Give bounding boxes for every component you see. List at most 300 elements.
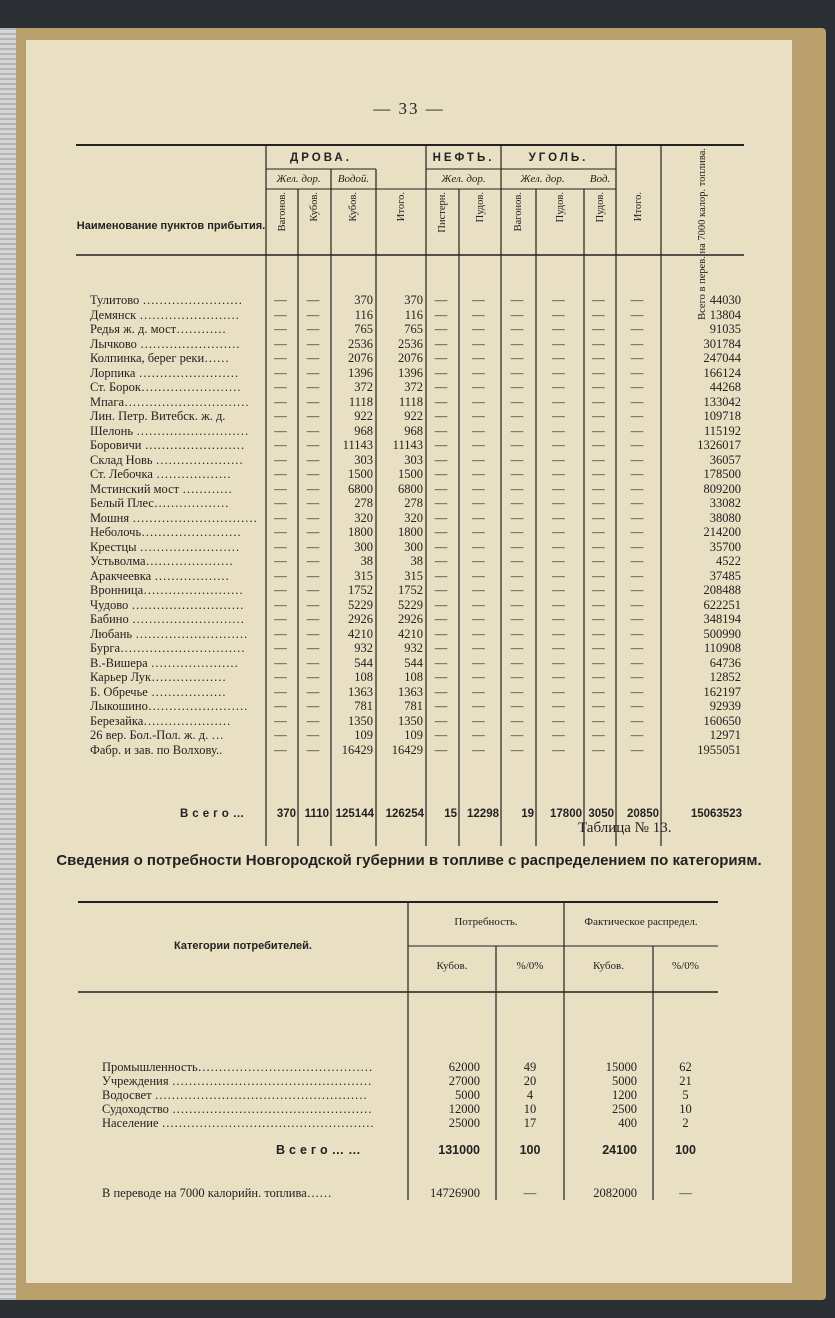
column-header-label: Пудов.: [474, 192, 486, 223]
empty-cell: —: [592, 322, 605, 336]
empty-cell: —: [552, 394, 565, 409]
value-cell: 108: [354, 670, 373, 684]
value-cell: 17: [523, 1116, 537, 1130]
empty-cell: —: [472, 641, 485, 655]
sub-coal-rail: Жел. дор.: [520, 173, 565, 185]
empty-cell: —: [630, 583, 644, 597]
value-cell: —: [523, 1186, 537, 1200]
value-cell: 2: [682, 1116, 689, 1130]
empty-cell: —: [592, 684, 605, 699]
empty-cell: —: [472, 322, 485, 336]
empty-cell: —: [274, 496, 287, 510]
group-need: Потребность.: [454, 916, 518, 928]
table-row: [76, 511, 744, 525]
station-name: Ст. Лебочка ………………: [90, 467, 232, 481]
empty-cell: —: [434, 365, 448, 380]
total-value: 15: [444, 808, 457, 820]
empty-cell: —: [510, 351, 524, 365]
empty-cell: —: [472, 336, 485, 351]
table-row: [76, 627, 744, 641]
empty-cell: —: [306, 641, 320, 655]
empty-cell: —: [274, 655, 287, 670]
empty-cell: —: [434, 380, 448, 394]
empty-cell: —: [434, 539, 448, 554]
empty-cell: —: [510, 713, 524, 728]
empty-cell: —: [434, 684, 448, 699]
empty-cell: —: [552, 670, 565, 684]
empty-cell: —: [630, 684, 644, 699]
empty-cell: —: [274, 510, 287, 525]
sub-wood-rail: Жел. дор.: [276, 173, 321, 185]
column-header-label: Вагонов.: [276, 192, 288, 232]
total-label: Всего…: [180, 808, 249, 820]
category-name: Всего……: [276, 1143, 365, 1157]
empty-cell: —: [630, 336, 644, 351]
empty-cell: —: [592, 597, 605, 612]
empty-cell: —: [434, 307, 448, 322]
empty-cell: —: [306, 525, 320, 539]
empty-cell: —: [274, 684, 287, 699]
empty-cell: —: [434, 612, 448, 626]
value-cell: 1396: [348, 365, 373, 380]
empty-cell: —: [552, 423, 565, 438]
empty-cell: —: [510, 670, 524, 684]
value-cell: 116: [404, 307, 423, 322]
empty-cell: —: [552, 380, 565, 394]
table-row: [76, 366, 744, 380]
total-value: 125144: [335, 808, 374, 820]
value-cell: 932: [354, 641, 373, 655]
empty-cell: —: [592, 641, 605, 655]
empty-cell: —: [510, 496, 524, 510]
empty-cell: —: [510, 568, 524, 583]
station-name: Белый Плес………………: [90, 496, 229, 510]
empty-cell: —: [434, 568, 448, 583]
empty-cell: —: [510, 699, 524, 713]
value-cell: 1955051: [697, 742, 741, 757]
conversion-row: [78, 1186, 718, 1200]
empty-cell: —: [630, 496, 644, 510]
value-cell: 315: [404, 568, 423, 583]
empty-cell: —: [630, 380, 644, 394]
table-row: [76, 467, 744, 481]
empty-cell: —: [510, 307, 524, 322]
empty-cell: —: [630, 467, 644, 481]
empty-cell: —: [510, 641, 524, 655]
group-coal: УГОЛЬ.: [528, 152, 589, 164]
value-cell: 500990: [703, 626, 741, 641]
empty-cell: —: [472, 728, 485, 742]
value-cell: 278: [354, 496, 373, 510]
column-header: Кубов.: [436, 960, 468, 972]
empty-cell: —: [472, 438, 485, 452]
value-cell: 1363: [398, 684, 423, 699]
value-cell: 91035: [709, 322, 741, 336]
table-row: [76, 540, 744, 554]
empty-cell: —: [592, 554, 605, 568]
empty-cell: —: [592, 583, 605, 597]
value-cell: 131000: [438, 1143, 480, 1157]
empty-cell: —: [472, 583, 485, 597]
empty-cell: —: [274, 438, 287, 452]
empty-cell: —: [510, 409, 524, 423]
empty-cell: —: [510, 322, 524, 336]
value-cell: 62000: [448, 1060, 480, 1074]
empty-cell: —: [630, 293, 644, 307]
table-row: [76, 714, 744, 728]
empty-cell: —: [472, 307, 485, 322]
table-row: [76, 395, 744, 409]
empty-cell: —: [434, 510, 448, 525]
station-name: Фабр. и зав. по Волхову..: [90, 742, 223, 757]
column-header-label: Всего в перев. на 7000 калор. топлива.: [697, 148, 708, 320]
value-cell: 44268: [709, 380, 741, 394]
value-cell: 2536: [348, 336, 373, 351]
empty-cell: —: [592, 365, 605, 380]
empty-cell: —: [274, 626, 287, 641]
empty-cell: —: [592, 293, 605, 307]
empty-cell: —: [472, 452, 485, 467]
empty-cell: —: [274, 554, 287, 568]
empty-cell: —: [630, 525, 644, 539]
category-name: Водосвет ……………………………………………: [102, 1088, 368, 1102]
empty-cell: —: [306, 597, 320, 612]
value-cell: 5000: [455, 1088, 480, 1102]
value-cell: 400: [618, 1116, 637, 1130]
empty-cell: —: [306, 380, 320, 394]
empty-cell: —: [274, 713, 287, 728]
empty-cell: —: [592, 307, 605, 322]
empty-cell: —: [510, 336, 524, 351]
value-cell: 370: [354, 293, 373, 307]
table-row: [76, 438, 744, 452]
value-cell: 20: [523, 1074, 537, 1088]
column-header: [426, 192, 459, 250]
station-name: Тулитово ……………………: [90, 293, 243, 307]
empty-cell: —: [592, 394, 605, 409]
column-header: [536, 192, 584, 250]
table-row: [76, 409, 744, 423]
total-value: 17800: [550, 808, 582, 820]
empty-cell: —: [630, 351, 644, 365]
value-cell: 37485: [709, 568, 741, 583]
empty-cell: —: [552, 713, 565, 728]
value-cell: 12000: [448, 1102, 480, 1116]
empty-cell: —: [472, 467, 485, 481]
empty-cell: —: [510, 626, 524, 641]
empty-cell: —: [306, 293, 320, 307]
column-header: [266, 192, 298, 250]
column-header: [584, 192, 616, 250]
empty-cell: —: [592, 670, 605, 684]
sub-oil-rail: Жел. дор.: [441, 173, 486, 185]
empty-cell: —: [592, 336, 605, 351]
empty-cell: —: [630, 670, 644, 684]
value-cell: 2076: [398, 351, 423, 365]
table-row: [76, 728, 744, 742]
empty-cell: —: [552, 496, 565, 510]
column-header-label: Кубов.: [348, 192, 359, 222]
value-cell: 62: [679, 1060, 692, 1074]
empty-cell: —: [274, 351, 287, 365]
value-cell: 1500: [348, 467, 373, 481]
value-cell: 320: [404, 510, 423, 525]
empty-cell: —: [274, 481, 287, 496]
value-cell: 968: [404, 423, 423, 438]
station-name: Ст. Борок……………………: [90, 380, 241, 394]
empty-cell: —: [552, 452, 565, 467]
value-cell: 100: [675, 1143, 696, 1157]
empty-cell: —: [434, 423, 448, 438]
station-name: Редья ж. д. мост…………: [90, 322, 227, 336]
total-value: 19: [521, 808, 534, 820]
value-cell: 781: [354, 699, 373, 713]
empty-cell: —: [630, 568, 644, 583]
table-row: [76, 453, 744, 467]
empty-cell: —: [552, 699, 565, 713]
category-name: Население ……………………………………………: [102, 1116, 375, 1130]
empty-cell: —: [434, 554, 448, 568]
column-header-label: Итого.: [633, 192, 644, 222]
empty-cell: —: [552, 351, 565, 365]
value-cell: 544: [404, 655, 423, 670]
empty-cell: —: [630, 728, 644, 742]
value-cell: 372: [404, 380, 423, 394]
empty-cell: —: [510, 452, 524, 467]
table-row: [76, 685, 744, 699]
empty-cell: —: [630, 452, 644, 467]
empty-cell: —: [306, 394, 320, 409]
empty-cell: —: [630, 612, 644, 626]
empty-cell: —: [510, 684, 524, 699]
empty-cell: —: [434, 293, 448, 307]
header-category: Категории потребителей.: [174, 940, 312, 952]
empty-cell: —: [274, 380, 287, 394]
header-station-name: Наименование пунктов прибытия.: [76, 220, 266, 232]
empty-cell: —: [434, 322, 448, 336]
section-title: Сведения о потребности Новгородской губернии в топливе с распределением по категориям.: [56, 852, 762, 869]
value-cell: 64736: [709, 655, 741, 670]
empty-cell: —: [630, 742, 644, 757]
empty-cell: —: [510, 525, 524, 539]
value-cell: 100: [519, 1143, 541, 1157]
empty-cell: —: [552, 467, 565, 481]
empty-cell: —: [306, 554, 320, 568]
empty-cell: —: [552, 438, 565, 452]
value-cell: 110908: [703, 641, 741, 655]
value-cell: 33082: [709, 496, 741, 510]
value-cell: 4522: [716, 554, 741, 568]
empty-cell: —: [552, 597, 565, 612]
empty-cell: —: [306, 365, 320, 380]
empty-cell: —: [630, 539, 644, 554]
station-name: Бурга…………………………: [90, 641, 246, 655]
fuel-arrivals-table: [76, 144, 744, 846]
value-cell: 247044: [703, 351, 741, 365]
empty-cell: —: [434, 409, 448, 423]
empty-cell: —: [306, 510, 320, 525]
value-cell: 214200: [703, 525, 741, 539]
table-row: [76, 583, 744, 597]
page-number: — 33 —: [373, 99, 445, 118]
empty-cell: —: [630, 713, 644, 728]
category-name: Учреждения …………………………………………: [102, 1074, 372, 1088]
empty-cell: —: [630, 554, 644, 568]
empty-cell: —: [274, 742, 287, 757]
document-page: [26, 40, 792, 1283]
empty-cell: —: [306, 336, 320, 351]
table-row: [76, 482, 744, 496]
value-cell: 4210: [348, 626, 373, 641]
empty-cell: —: [510, 583, 524, 597]
value-cell: 109: [354, 728, 373, 742]
empty-cell: —: [552, 568, 565, 583]
empty-cell: —: [630, 481, 644, 496]
value-cell: 5: [682, 1088, 689, 1102]
empty-cell: —: [434, 336, 448, 351]
empty-cell: —: [274, 365, 287, 380]
empty-cell: —: [306, 409, 320, 423]
empty-cell: —: [472, 510, 485, 525]
empty-cell: —: [306, 322, 320, 336]
book-spine: [0, 28, 16, 1300]
empty-cell: —: [274, 699, 287, 713]
empty-cell: —: [434, 655, 448, 670]
empty-cell: —: [510, 655, 524, 670]
empty-cell: —: [510, 539, 524, 554]
station-name: Неболочь……………………: [90, 525, 242, 539]
empty-cell: —: [274, 293, 287, 307]
station-name: Б. Обречье ………………: [90, 684, 226, 699]
empty-cell: —: [552, 742, 565, 757]
value-cell: 12971: [709, 728, 741, 742]
station-name: Карьер Лук………………: [90, 670, 227, 684]
empty-cell: —: [552, 684, 565, 699]
column-header-label: Вагонов.: [513, 192, 524, 232]
value-cell: 160650: [703, 713, 741, 728]
value-cell: 116: [354, 307, 373, 322]
table-row: [76, 656, 744, 670]
empty-cell: —: [306, 438, 320, 452]
empty-cell: —: [274, 307, 287, 322]
value-cell: 10: [679, 1102, 692, 1116]
value-cell: 622251: [703, 597, 741, 612]
empty-cell: —: [592, 728, 605, 742]
value-cell: 208488: [703, 583, 741, 597]
value-cell: 922: [354, 409, 373, 423]
table-row: [78, 1074, 718, 1088]
empty-cell: —: [306, 728, 320, 742]
table-row: [78, 1088, 718, 1102]
empty-cell: —: [592, 699, 605, 713]
value-cell: 166124: [703, 365, 741, 380]
value-cell: 15000: [605, 1060, 637, 1074]
empty-cell: —: [552, 641, 565, 655]
value-cell: 5229: [348, 597, 373, 612]
empty-cell: —: [592, 742, 605, 757]
empty-cell: —: [274, 467, 287, 481]
value-cell: 10: [523, 1102, 537, 1116]
value-cell: 25000: [448, 1116, 480, 1130]
empty-cell: —: [306, 583, 320, 597]
empty-cell: —: [630, 409, 644, 423]
empty-cell: —: [510, 612, 524, 626]
empty-cell: —: [630, 394, 644, 409]
empty-cell: —: [472, 365, 485, 380]
empty-cell: —: [434, 670, 448, 684]
value-cell: 115192: [703, 423, 741, 438]
empty-cell: —: [630, 322, 644, 336]
value-cell: 372: [354, 380, 373, 394]
empty-cell: —: [552, 728, 565, 742]
value-cell: 781: [404, 699, 423, 713]
station-name: Шелонь ………………………: [90, 423, 249, 438]
table-row: [78, 1060, 718, 1074]
empty-cell: —: [552, 336, 565, 351]
total-value: 126254: [385, 808, 424, 820]
value-cell: 6800: [398, 481, 423, 496]
empty-cell: —: [510, 481, 524, 496]
sub-wood-water: Водой.: [337, 173, 370, 185]
value-cell: 2536: [398, 336, 423, 351]
group-actual: Фактическое распредел.: [584, 916, 698, 928]
empty-cell: —: [592, 423, 605, 438]
column-header-label: Итого.: [395, 192, 407, 222]
empty-cell: —: [592, 481, 605, 496]
value-cell: 2082000: [593, 1186, 637, 1200]
column-header: %/0%: [516, 960, 544, 972]
value-cell: 1396: [398, 365, 423, 380]
value-cell: 301784: [703, 336, 741, 351]
empty-cell: —: [274, 670, 287, 684]
station-name: Бабино ………………………: [90, 612, 245, 626]
table-row: [76, 351, 744, 365]
empty-cell: —: [306, 307, 320, 322]
value-cell: 36057: [709, 452, 741, 467]
value-cell: 109718: [703, 409, 741, 423]
empty-cell: —: [434, 742, 448, 757]
value-cell: 1350: [348, 713, 373, 728]
empty-cell: —: [306, 742, 320, 757]
table-row: [76, 525, 744, 539]
column-header-label: Пудов.: [594, 192, 606, 223]
table-row: [78, 1116, 718, 1130]
empty-cell: —: [510, 438, 524, 452]
value-cell: 4210: [398, 626, 423, 641]
empty-cell: —: [306, 539, 320, 554]
value-cell: 1752: [348, 583, 373, 597]
empty-cell: —: [306, 713, 320, 728]
value-cell: 2076: [348, 351, 373, 365]
value-cell: 21: [679, 1074, 692, 1088]
empty-cell: —: [592, 380, 605, 394]
empty-cell: —: [592, 467, 605, 481]
value-cell: 315: [354, 568, 373, 583]
empty-cell: —: [510, 365, 524, 380]
station-name: Колпинка, берег реки……: [90, 351, 230, 365]
empty-cell: —: [306, 699, 320, 713]
value-cell: 370: [404, 293, 423, 307]
value-cell: 303: [354, 452, 373, 467]
empty-cell: —: [552, 626, 565, 641]
empty-cell: —: [274, 409, 287, 423]
empty-cell: —: [630, 423, 644, 438]
table-row: [76, 496, 744, 510]
empty-cell: —: [630, 438, 644, 452]
empty-cell: —: [472, 684, 485, 699]
empty-cell: —: [510, 510, 524, 525]
empty-cell: —: [472, 670, 485, 684]
